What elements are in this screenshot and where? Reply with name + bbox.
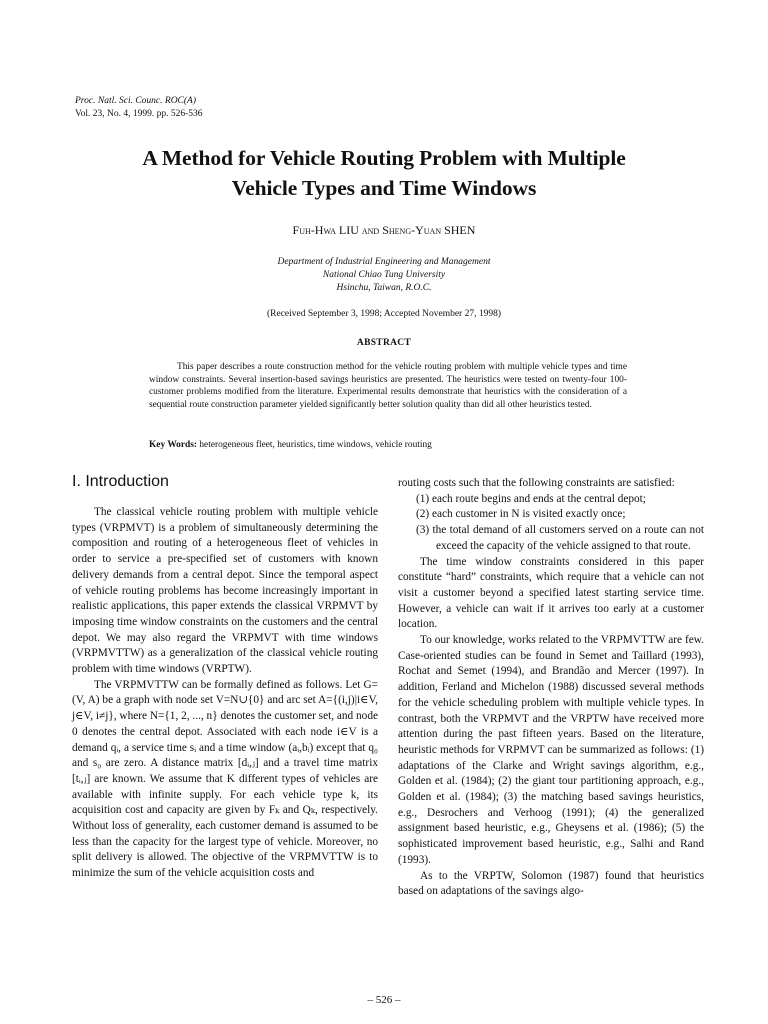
page-number: – 526 –	[367, 994, 401, 1006]
intro-paragraph-1: The classical vehicle routing problem with multiple vehicle types (VRPMVT) is a problem of simultaneously determining the composition and routing of a heterogeneous fleet of vehicles in order to service a pre-specified set of customers with known delivery demands from a central depot. Since the temporal aspect of vehicle routing problems has become increasingly important in realistic applications, this paper extends the classical VRPMVT by imposing time window constraints on the customers and the central depot. We may also regard the VRPMVT with time windows (VRPMVTTW) as a generalization of the classical vehicle routing problem with time windows (VRPTW).	[72, 506, 378, 676]
keywords-text: heterogeneous fleet, heuristics, time windows, vehicle routing	[197, 440, 432, 450]
paper-title	[60, 143, 708, 203]
affiliation-university: National Chiao Tung University	[322, 270, 446, 280]
affiliation-location: Hsinchu, Taiwan, R.O.C.	[336, 283, 432, 293]
received-dates: (Received September 3, 1998; Accepted November 27, 1998)	[267, 309, 501, 319]
abstract-heading: ABSTRACT	[356, 338, 412, 348]
intro-paragraph-2: The VRPMVTTW can be formally defined as follows. Let G=(V, A) be a graph with node set V=N∪{0} and arc set A={(i,j)|i∈V, j∈V, i≠j}, where N={1, 2, ..., n} denotes the customer set, and node 0 denotes the central depot. Associated with each node i∈V is a demand qᵢ, a service time sᵢ and a time window (aᵢ,bᵢ) except that q₀ and s₀ are zero. A distance matrix [dᵢ,ⱼ] and a travel time matrix [tᵢ,ⱼ] are known. We assume that K different types of vehicles are available with infinite supply. For each vehicle type k, its acquisition cost and capacity are given by Fₖ and Qₖ, respectively. Without loss of generality, each customer demand is assumed to be less than the capacity for the largest type of vehicle. Moreover, no split delivery is allowed. The objective of the VRPMVTTW is to minimize the sum of the vehicle acquisition costs and	[72, 678, 378, 880]
affiliation-department: Department of Industrial Engineering and Management	[277, 257, 491, 267]
journal-name: Proc. Natl. Sci. Counc. ROC(A)	[75, 96, 197, 106]
section-heading: I. Introduction	[72, 473, 169, 490]
vrptw-paragraph: As to the VRPTW, Solomon (1987) found that heuristics based on adaptations of the savings algo-	[398, 869, 704, 898]
literature-paragraph: To our knowledge, works related to the VRPMVTTW are few. Case-oriented studies can be found in Semet and Taillard (1993), Rochat and Semet (1994), and Brandão and Mercer (1997). In addition, Ferland and Michelon (1988) discussed several methods for the vehicle scheduling problem with multiple vehicle types. In contrast, both the VRPMVT and the VRPTW have received more attention during the past fifteen years. Based on the literature, heuristic methods for VRPMVT can be summarized as follows: (1) adaptations of the Clarke and Wright savings algorithm, e.g., Golden et al. (1984); (2) the giant tour partitioning approach, e.g., Golden et al. (1984); (3) the matching based savings heuristics, e.g., Desrochers and Verhoog (1991); (4) the generalized assignment based heuristic, e.g., Gheysens et al. (1986); (5) the sophisticated improvement based heuristic, e.g., Salhi and Rand (1993).	[398, 634, 704, 866]
author-list: Fuh-Hwa LIU and Sheng-Yuan SHEN	[292, 223, 476, 237]
constraint-item-3: (3) the total demand of all customers served on a route can not exceed the capacity of the vehicle assigned to that route.	[416, 524, 704, 552]
keywords	[149, 440, 627, 450]
abstract-text: This paper describes a route construction method for the vehicle routing problem with multiple vehicle types and time window constraints. Several insertion-based savings heuristics are presented. The heuristics were tested on twenty-four 100-customer problems modified from the literature. Experimental results demonstrate that heuristics with the consideration of a sequential route construction parameter yielded significantly better solution quality than did all other heuristics tested.	[149, 362, 627, 410]
journal-citation	[75, 95, 203, 121]
right-column	[398, 476, 704, 900]
journal-volume: Vol. 23, No. 4, 1999. pp. 526-536	[75, 109, 203, 119]
left-column	[72, 473, 378, 882]
title-line-1: A Method for Vehicle Routing Problem with Multiple	[142, 146, 626, 170]
time-window-paragraph: The time window constraints considered in this paper constitute “hard” constraints, which require that a vehicle can not visit a customer beyond a specified latest starting service time. However, a vehicle can wait if it arrives too early at a customer location.	[398, 555, 704, 631]
constraint-item-2: (2) each customer in N is visited exactly once;	[416, 508, 626, 521]
keywords-label: Key Words:	[149, 440, 198, 450]
title-line-2: Vehicle Types and Time Windows	[231, 176, 537, 200]
constraint-item-1: (1) each route begins and ends at the central depot;	[416, 492, 646, 505]
affiliation	[0, 256, 768, 295]
constraints-lead: routing costs such that the following constraints are satisfied:	[398, 477, 675, 489]
